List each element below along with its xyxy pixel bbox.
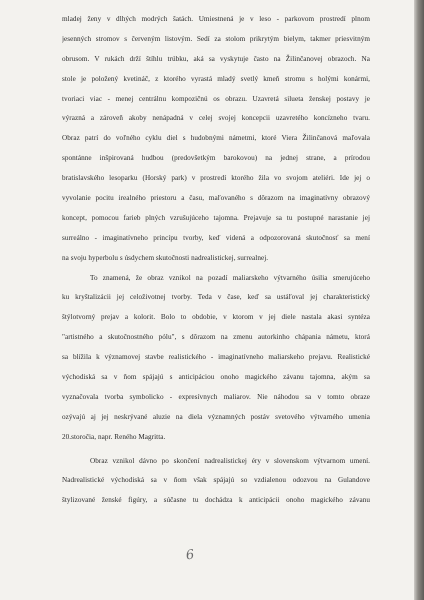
- text-line: vyvolanie pocitu irealného priestoru a času, maľovaného s dôrazom na imaginatívny obrazový: [62, 194, 370, 203]
- text-line: "artistného a skutočnostného pólu", s dôrazom na zmenu autorkinho chápania námetu, ktorá: [62, 333, 370, 342]
- text-line: koncept, pomocou farieb plných vzrušujúceho tajomna. Prejavuje sa tu postupné narastanie jej: [62, 213, 370, 222]
- text-line: Obraz patrí do voľného cyklu diel s hudobnými námetmi, ktoré Viera Žilinčanová maľovala: [62, 134, 370, 143]
- text-line: mladej ženy v dlhých modrých šatách. Umiestnená je v leso - parkovom prostredí plnom: [62, 15, 370, 23]
- text-line: Nadrealistické východiská sa v ňom však spájajú so vzdialenou odozvou na Gulandove: [62, 476, 370, 485]
- text-line: ku kryštalizácii jej celoživotnej tvorby. Teda v čase, keď sa ustáľoval jej charakteristický: [62, 293, 370, 302]
- text-line: východiská sa v ňom spájajú s anticipáciou onoho magického závanu tajomna, akým sa: [62, 373, 370, 382]
- text-line: bratislavského lesoparku (Horský park) v prostredí ktorého žila vo svojom ateliéri. Ide jej o: [62, 174, 370, 183]
- page-number: 6: [184, 547, 196, 564]
- text-line: obrusom. V rukách drží štíhlu trúbku, aká sa vyskytuje často na Žilinčanovej obrazoch. Na: [62, 54, 370, 63]
- text-line: spontánne inšpirovaná hudbou (predovšetkým barokovou) na jednej strane, a prírodou: [62, 154, 370, 163]
- text-line: Obraz vznikol dávno po skončení nadrealistickej éry v slovenskom výtvarnom umení.: [90, 456, 370, 465]
- text-line: na svoju hyperbolu s úsdychem skutočnosti nadrealistickej, surrealnej.: [62, 253, 269, 262]
- text-line: štýlotvorný prejav a kolorit. Bolo to obdobie, v ktorom v jej diele nastala akasi syntéza: [62, 313, 370, 322]
- text-line: stole je položený kvetináč, z ktorého vyrastá mladý svetlý kmeň stromu s holými konármi,: [62, 74, 370, 83]
- text-line: sa blížila k významovej stavbe realistického - imaginatívneho maliarskeho prejavu. Realistické: [62, 353, 370, 362]
- text-line: vyznačovala tvorba symbolicko - expresívnych maliarov. Nie náhodou sa v tomto obraze: [62, 392, 370, 401]
- text-line: 20.storočia, napr. Reného Magritta.: [62, 432, 166, 441]
- text-line: tvoriaci viac - menej centrálnu kompozičnú os obrazu. Uzavretá silueta ženskej postavy je: [62, 94, 370, 103]
- text-line: jesenných stromov s červeným listovým. Sedí za stolom prikrytým bielym, takmer priesvitným: [62, 34, 370, 43]
- text-line: To znamená, že obraz vznikol na pozadí maliarskeho výtvarného úsilia smerujúceho: [90, 273, 370, 282]
- page-edge-shadow: [414, 0, 424, 600]
- text-line: surreálno - imaginatívneho princípu tvorby, keď videná a odpozorovaná skutočnosť sa mení: [62, 233, 370, 242]
- text-line: ozývajú aj jej neskrývané aluzie na diela významných postáv svetového výtvarného umenia: [62, 412, 370, 421]
- text-line: výrazná a zároveň akoby nenápadná v celej svojej koncepcii uzavretého koncízneho tvaru.: [62, 114, 370, 123]
- text-line: štylizované ženské figúry, a súčasne tu dochádza k anticipácii onoho magického závanu: [62, 496, 370, 505]
- body-text: [62, 10, 370, 511]
